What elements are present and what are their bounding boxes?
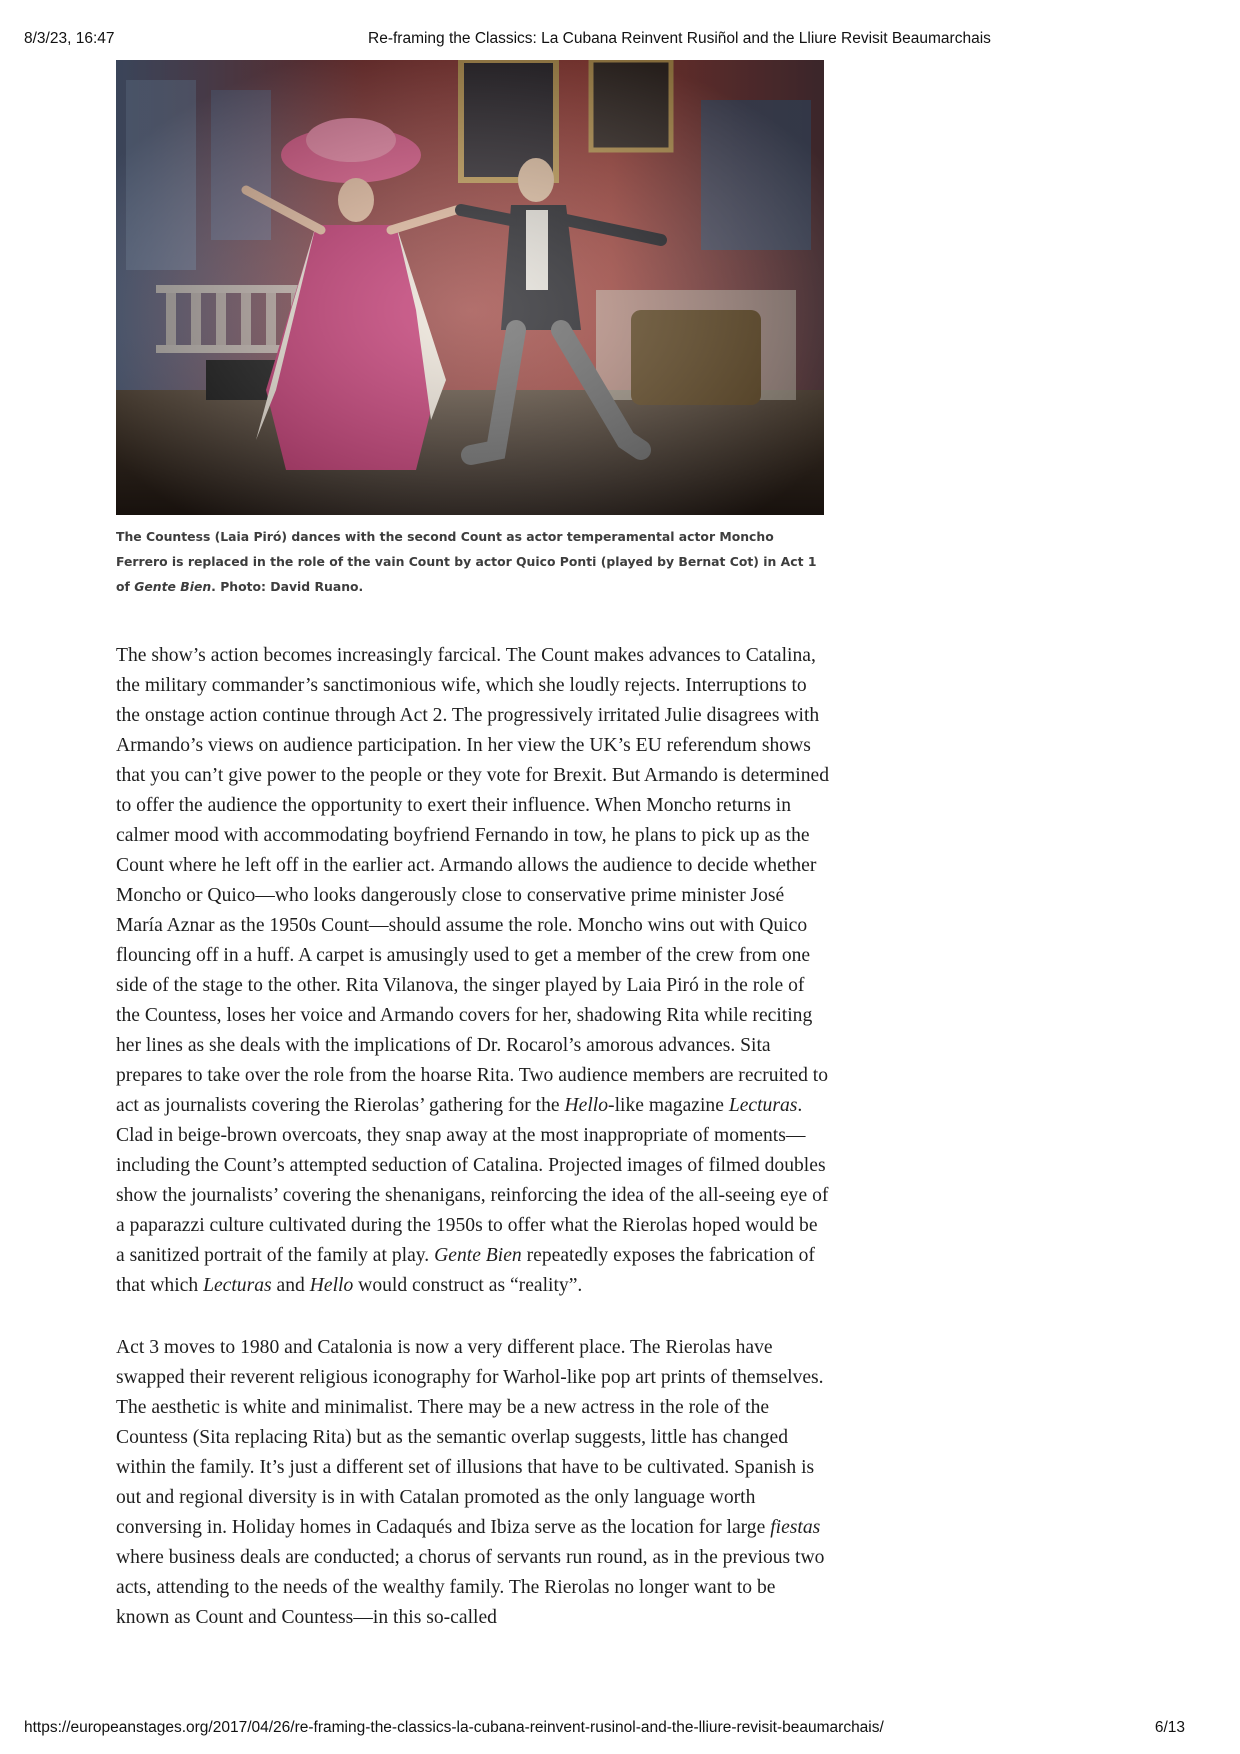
stage-photo-illustration: [116, 60, 824, 515]
photo-caption: [116, 524, 826, 599]
article-paragraph-1: [116, 641, 830, 1301]
italic-run: Lecturas: [203, 1275, 272, 1296]
italic-run: Lecturas: [728, 1095, 798, 1116]
article-body: [116, 641, 830, 1633]
print-header: [24, 30, 1216, 52]
text-run: where business deals are conducted; a chorus of servants run round, as in the previous two acts, attending to the needs of the wealthy family. The Rierolas no longer want to be known as Count and Countess—in this so-called: [116, 1547, 825, 1628]
text-run: -like magazine: [608, 1095, 729, 1116]
print-footer: [24, 1719, 1216, 1741]
text-run: and: [271, 1275, 310, 1296]
italic-run: fiestas: [770, 1517, 821, 1538]
caption-text: The Countess (Laia Piró) dances with the second Count as actor temperamental actor Moncho Ferrero is replaced in the role of the vain Count by actor Quico Ponti (played by Bernat Cot) in Act 1 of: [116, 529, 817, 594]
article-paragraph-2: [116, 1333, 830, 1633]
text-run: Act 3 moves to 1980 and Catalonia is now a very different place. The Rierolas have swapped their reverent religious iconography for Warhol-like pop art prints of themselves. The aesthetic is white and minimalist. There may be a new actress in the role of the Countess (Sita replacing Rita) but as the semantic overlap suggests, little has changed within the family. It’s just a different set of illusions that have to be cultivated. Spanish is out and regional diversity is in with Catalan promoted as the only language worth conversing in. Holiday homes in Cadaqués and Ibiza serve as the location for large: [116, 1337, 824, 1538]
text-run: would construct as “reality”.: [353, 1275, 583, 1296]
text-run: repeatedly exposes the fabrication of that which: [116, 1245, 815, 1296]
italic-run: Gente Bien: [434, 1245, 522, 1266]
italic-run: Hello: [309, 1275, 354, 1296]
caption-credit: . Photo: David Ruano.: [211, 579, 364, 594]
italic-run: Hello: [564, 1095, 609, 1116]
text-run: . Clad in beige-brown overcoats, they snap away at the most inappropriate of moments—including the Count’s attempted seduction of Catalina. Projected images of filmed doubles show the journalists’ covering the shenanigans, reinforcing the idea of the all-seeing eye of a paparazzi culture cultivated during the 1950s to offer what the Rierolas hoped would be a sanitized portrait of the family at play.: [116, 1095, 829, 1266]
text-run: The show’s action becomes increasingly farcical. The Count makes advances to Catalina, the military commander’s sanctimonious wife, which she loudly rejects. Interruptions to the onstage action continue through Act 2. The progressively irritated Julie disagrees with Armando’s views on audience participation. In her view the UK’s EU referendum shows that you can’t give power to the people or they vote for Brexit. But Armando is determined to offer the audience the opportunity to exert their influence. When Moncho returns in calmer mood with accommodating boyfriend Fernando in tow, he plans to pick up as the Count where he left off in the earlier act. Armando allows the audience to decide whether Moncho or Quico—who looks dangerously close to conservative prime minister José María Aznar as the 1950s Count—should assume the role. Moncho wins out with Quico flouncing off in a huff. A carpet is amusingly used to get a member of the crew from one side of the stage to the other. Rita Vilanova, the singer played by Laia Piró in the role of the Countess, loses her voice and Armando covers for her, shadowing Rita while reciting her lines as she deals with the implications of Dr. Rocarol’s amorous advances. Sita prepares to take over the role from the hoarse Rita. Two audience members are recruited to act as journalists covering the Rierolas’ gathering for the: [116, 645, 829, 1116]
page-number: 6/13: [1154, 1719, 1185, 1736]
stage-photo: [116, 60, 824, 515]
print-page-title: Re-framing the Classics: La Cubana Reinvent Rusiñol and the Lliure Revisit Beaumarchais: [368, 30, 991, 47]
print-url: https://europeanstages.org/2017/04/26/re-framing-the-classics-la-cubana-reinvent-rusinol-and-the-lliure-revisit-beaumarchais/: [24, 1719, 884, 1736]
caption-play-title: Gente Bien: [134, 579, 212, 594]
print-datetime: 8/3/23, 16:47: [24, 30, 115, 47]
